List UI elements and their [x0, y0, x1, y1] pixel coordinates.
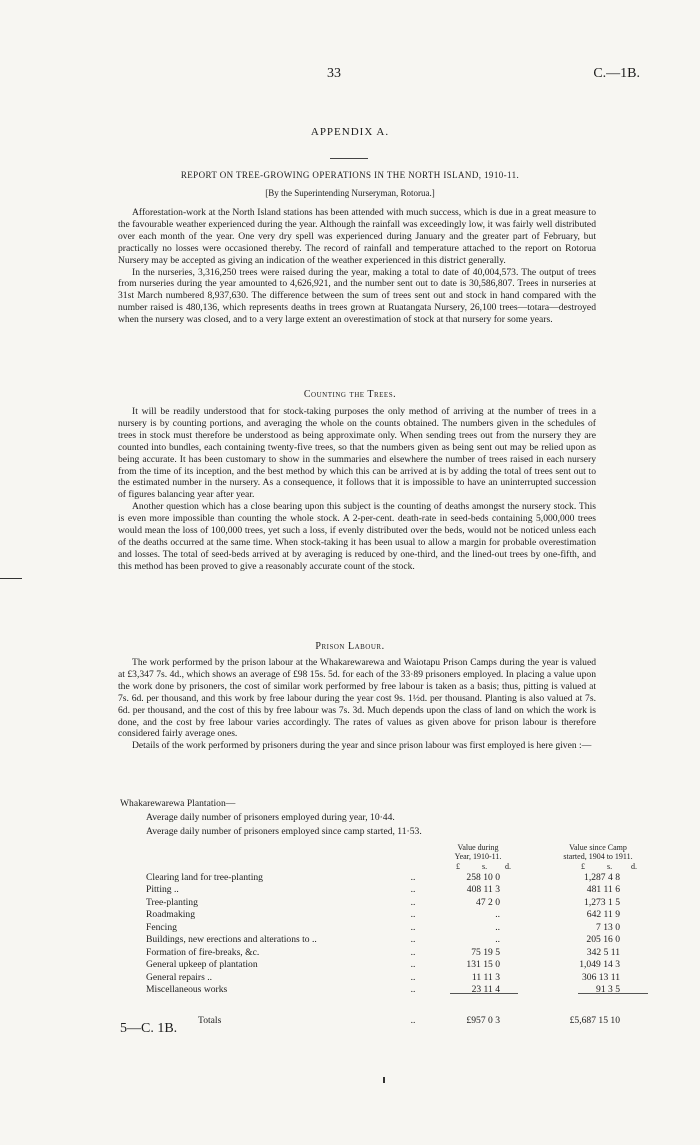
- table-row: Roadmaking .. .. 642 11 9: [146, 909, 620, 921]
- row-label: General upkeep of plantation: [146, 959, 258, 971]
- value-year: 47 2 0: [476, 896, 500, 908]
- unit-shillings: s.: [482, 862, 488, 871]
- value-year: 11 11 3: [471, 971, 500, 983]
- value-since: 1,049 14 3: [579, 959, 620, 971]
- value-since: 642 11 9: [586, 909, 620, 921]
- value-since: 7 13 0: [596, 921, 620, 933]
- page-number: 33: [327, 66, 341, 81]
- table-row: General upkeep of plantation .. 131 15 0 1,049 14 3: [146, 959, 620, 971]
- unit-pounds: £: [581, 862, 585, 871]
- table-row: Tree-planting .. 47 2 0 1,273 1 5: [146, 896, 620, 908]
- row-label: Pitting ..: [146, 884, 179, 896]
- row-label: Buildings, new erections and alterations to ..: [146, 934, 317, 946]
- row-label: Fencing: [146, 921, 177, 933]
- totals-rule-year: [450, 993, 518, 994]
- prison-labour-table: [146, 871, 620, 1026]
- table-totals-row: Totals .. £957 0 3 £5,687 15 10: [146, 996, 620, 1026]
- row-label: General repairs ..: [146, 971, 213, 983]
- paragraph: Afforestation-work at the North Island stations has been attended with much success, which is due in a great measure to the favourable weather experienced during the year. Although the rainfall was exceedingly low, it was fairly well distributed over each month of the year. One very dry spell was experienced during January and the greater part of February, but practically no losses were occasioned thereby. The record of rainfall and temperature attached to the report on Rotorua Nursery may be accepted as giving an indication of the weather experienced in this district generally.: [118, 207, 596, 266]
- paragraph: Details of the work performed by prisoners during the year and since prison labour was first employed is here given :—: [132, 740, 592, 752]
- table-row: Buildings, new erections and alterations to .. .. .. 205 16 0: [146, 934, 620, 946]
- page-header: [0, 66, 700, 86]
- value-year: ..: [495, 934, 500, 946]
- value-since: 1,273 1 5: [584, 896, 620, 908]
- intro-text: [118, 207, 596, 326]
- unit-pounds: £: [456, 862, 460, 871]
- unit-pence: d.: [631, 862, 637, 871]
- paragraph: The work performed by the prison labour at the Whakarewarewa and Waiotapu Prison Camps during the year is valued at £3,347 7s. 4d., which shows an average of £98 15s. 5d. for each of the 33·89 prisoners employed. In placing a value upon the work done by prisoners, the cost of similar work performed by free labour is taken as a basis; thus, pitting is valued at 7s. 6d. per thousand, and this work by free labour during the year cost 9s. 1½d. per thousand. Planting is also valued at 7s. 6d. per thousand, and the cost of this by free labour was 7s. 3d. Much depends upon the class of land on which the work is done, and the cost by free labour varies accordingly. The rates of values as given above for prison labour is therefore considered fairly average ones.: [118, 657, 596, 740]
- totals-rule-since: [578, 993, 648, 994]
- value-year: ..: [495, 909, 500, 921]
- title-rule: [330, 158, 368, 159]
- value-since: 91 3 5: [596, 984, 620, 996]
- unit-shillings: s.: [607, 862, 613, 871]
- value-year: 75 19 5: [471, 946, 500, 958]
- table-row: Fencing .. .. 7 13 0: [146, 921, 620, 933]
- avg-line-year: Average daily number of prisoners employed during year, 10·44.: [146, 812, 395, 823]
- value-year: ..: [495, 921, 500, 933]
- document-reference: C.—1B.: [593, 66, 640, 81]
- report-title: REPORT ON TREE-GROWING OPERATIONS IN THE NORTH ISLAND, 1910-11.: [180, 170, 520, 180]
- table-row: Formation of fire-breaks, &c. .. 75 19 5 342 5 11: [146, 946, 620, 958]
- appendix-title: APPENDIX A.: [310, 126, 390, 138]
- value-year: 23 11 4: [471, 984, 500, 996]
- paragraph: It will be readily understood that for stock-taking purposes the only method of arriving at the number of trees in a nursery is by counting portions, and averaging the whole on the counts obtained. The numbers given in the schedules of trees in stock must therefore be understood as being approximate only. When sending trees out from the nursery they are counted into bundles, each containing twenty-five trees, so that the numbers given as being sent out may be relied upon as being accurate. It has been customary to show in the summaries and elsewhere the number of trees raised in each nursery from the time of its inception, and the best method by which this can be arrived at is by adding the total of trees sent out to the estimated number in the nursery. As a consequence, it follows that it is impossible to have an uninterrupted succession of figures balancing year after year.: [118, 406, 596, 501]
- totals-since: £5,687 15 10: [569, 1015, 620, 1026]
- value-since: 306 13 11: [581, 971, 620, 983]
- footer-signature: 5—C. 1B.: [120, 1021, 178, 1036]
- scan-margin-mark: [0, 578, 22, 579]
- row-label: Formation of fire-breaks, &c.: [146, 946, 260, 958]
- plantation-heading: Whakarewarewa Plantation—: [120, 798, 236, 809]
- table-row: Pitting .. .. 408 11 3 481 11 6: [146, 884, 620, 896]
- table-row: Clearing land for tree-planting .. 258 10 0 1,287 4 8: [146, 871, 620, 883]
- value-year: 258 10 0: [466, 871, 500, 883]
- value-since: 205 16 0: [586, 934, 620, 946]
- table-row: Miscellaneous works .. 23 11 4 91 3 5: [146, 984, 620, 996]
- row-label: Clearing land for tree-planting: [146, 871, 263, 883]
- column-header-since: Value since Camp started, 1904 to 1911.: [563, 843, 633, 861]
- scan-speck: [383, 1077, 385, 1083]
- totals-label: Totals: [198, 1015, 222, 1026]
- unit-pence: d.: [505, 862, 511, 871]
- row-label: Miscellaneous works: [146, 984, 228, 996]
- value-year: 131 15 0: [466, 959, 500, 971]
- value-since: 481 11 6: [586, 884, 620, 896]
- byline: [By the Superintending Nurseryman, Rotorua.]: [265, 188, 435, 198]
- prison-text: [118, 657, 596, 752]
- column-header-year: Value during Year, 1910-11.: [454, 843, 502, 861]
- table-row: General repairs .. .. 11 11 3 306 13 11: [146, 971, 620, 983]
- value-since: 342 5 11: [586, 946, 620, 958]
- paragraph: Another question which has a close bearing upon this subject is the counting of deaths amongst the nursery stock. This is even more impossible than counting the whole stock. A 2-per-cent. death-rate in seed-beds containing 5,000,000 trees would mean the loss of 100,000 trees, yet such a loss, if evenly distributed over the beds, would not be noticed unless each of the deaths occurred at the same time. When stock-taking it has been usual to allow a margin for probable overestimation and losses. The total of seed-beds arrived at by averaging is reduced by one-third, and the lined-out trees by one-fifth, and this method has been proved to give a reasonably accurate count of the stock.: [118, 501, 596, 572]
- value-year: 408 11 3: [466, 884, 500, 896]
- value-since: 1,287 4 8: [584, 871, 620, 883]
- row-label: Tree-planting: [146, 896, 198, 908]
- counting-text: [118, 406, 596, 573]
- totals-year: £957 0 3: [466, 1015, 500, 1026]
- row-label: Roadmaking: [146, 909, 196, 921]
- avg-line-since: Average daily number of prisoners employed since camp started, 11·53.: [146, 826, 422, 837]
- paragraph: In the nurseries, 3,316,250 trees were raised during the year, making a total to date of 40,004,573. The output of trees from nurseries during the year amounted to 4,626,921, and the number sent out to date is 30,586,807. Trees in nurseries at 31st March numbered 8,937,630. The difference between the sum of trees sent out and stock in hand compared with the number raised is 480,136, which represents deaths in trees grown at Ruatangata Nursery, 26,100 trees—totara—destroyed when the nursery was closed, and to a very large extent an overestimation of stock at that nursery for some years.: [118, 266, 596, 326]
- section-heading-counting: Counting the Trees.: [303, 389, 397, 400]
- section-heading-prison: Prison Labour.: [315, 641, 385, 652]
